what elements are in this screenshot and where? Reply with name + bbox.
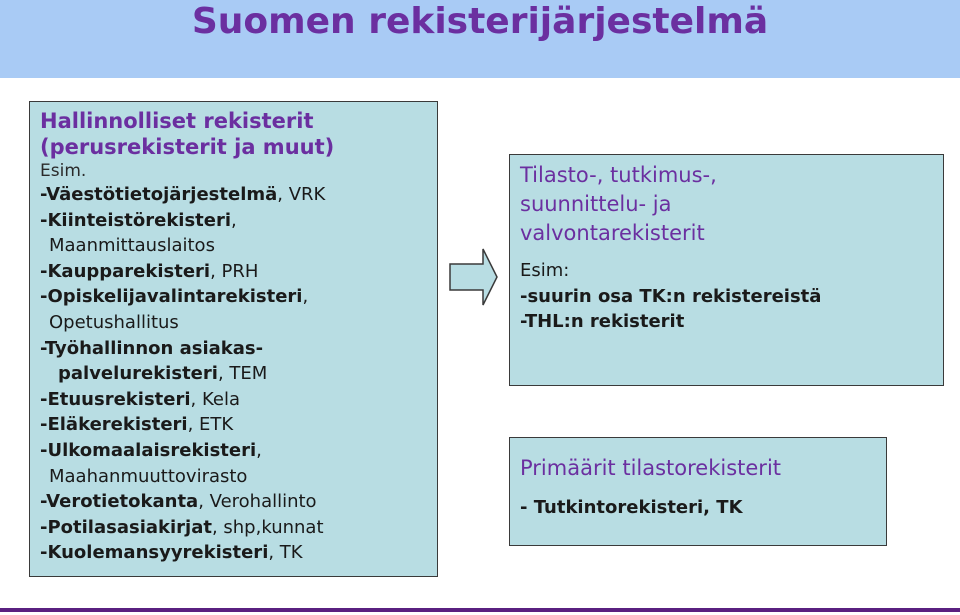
register-list [40, 182, 437, 566]
list-item: -Eläkerekisteri, ETK [40, 414, 234, 436]
primary-registers-heading: Primäärit tilastorekisterit [520, 456, 782, 480]
heading-line-2: (perusrekisterit ja muut) [40, 135, 335, 159]
statistical-registers-heading [520, 161, 943, 248]
right-arrow-icon-svg [449, 247, 499, 307]
list-item: -Kiinteistörekisteri, [40, 209, 237, 231]
right-arrow-icon [449, 247, 499, 307]
heading-line-3: valvontarekisterit [520, 221, 705, 245]
list-item: -Potilasasiakirjat, shp,kunnat [40, 516, 324, 538]
list-item: -THL:n rekisterit [520, 311, 685, 333]
primary-registers-box [509, 437, 887, 546]
list-item: - Tutkintorekisteri, TK [520, 497, 743, 518]
administrative-registers-heading [40, 108, 437, 160]
list-item: Opetushallitus [49, 311, 179, 333]
list-item: -Verotietokanta, Verohallinto [40, 491, 317, 513]
list-item: -Kaupparekisteri, PRH [40, 260, 259, 282]
example-label: Esim: [520, 260, 570, 281]
heading-line-1: Tilasto-, tutkimus-, [520, 163, 717, 187]
heading-line-1: Hallinnolliset rekisterit [40, 109, 314, 133]
list-item: Maahanmuuttovirasto [49, 465, 248, 487]
list-item: -Työhallinnon asiakas- [40, 337, 264, 359]
list-item: Maanmittauslaitos [49, 235, 215, 257]
list-item: -Ulkomaalaisrekisteri, [40, 439, 262, 461]
statistical-registers-box [509, 154, 944, 386]
list-item: -Opiskelijavalintarekisteri, [40, 286, 309, 308]
list-item: -Väestötietojärjestelmä, VRK [40, 184, 326, 205]
example-label: Esim. [40, 161, 87, 181]
list-item: -Kuolemansyyrekisteri, TK [40, 542, 303, 564]
heading-line-2: suunnittelu- ja [520, 192, 672, 216]
page-title: Suomen rekisterijärjestelmä [191, 1, 769, 42]
list-item: -Etuusrekisteri, Kela [40, 388, 240, 410]
list-item: -suurin osa TK:n rekistereistä [520, 285, 822, 307]
bottom-divider [0, 608, 960, 612]
list-item: palvelurekisteri, TEM [58, 363, 268, 385]
administrative-registers-box [29, 101, 438, 577]
